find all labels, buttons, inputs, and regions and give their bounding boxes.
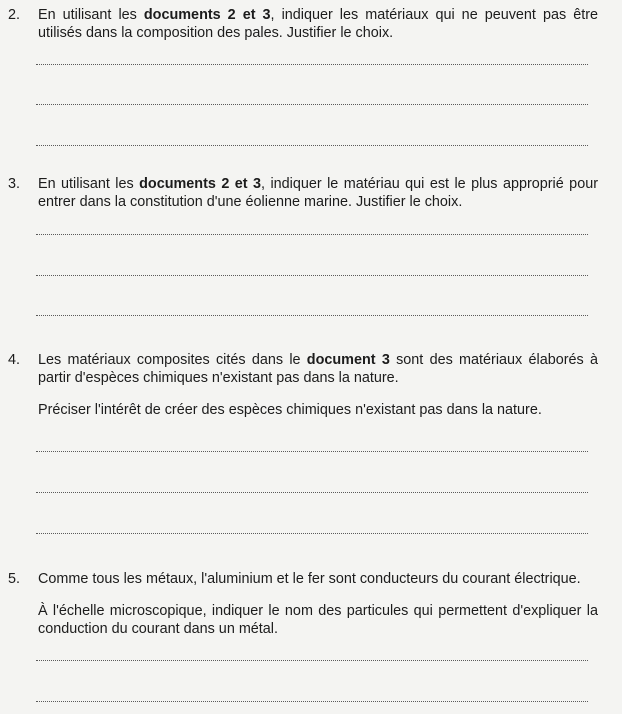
document-reference: documents 2 et 3 <box>143 7 271 23</box>
answer-line[interactable] <box>36 104 588 105</box>
answer-line[interactable] <box>36 64 588 65</box>
question-2 <box>8 6 598 42</box>
answer-line[interactable] <box>36 533 588 534</box>
answer-line[interactable] <box>36 145 588 146</box>
answer-line[interactable] <box>36 234 588 235</box>
question-4 <box>8 351 598 419</box>
document-reference: document 3 <box>306 352 390 368</box>
answer-line[interactable] <box>36 275 588 276</box>
answer-line[interactable] <box>36 451 588 452</box>
answer-line[interactable] <box>36 492 588 493</box>
answer-line[interactable] <box>36 701 588 702</box>
question-number: 3. <box>8 176 21 192</box>
question-5 <box>8 570 598 638</box>
question-number: 2. <box>8 7 21 23</box>
answer-line[interactable] <box>36 315 588 316</box>
question-number: 5. <box>8 571 21 587</box>
question-text: En utilisant les documents 2 et 3, indiquer le matériau qui est le plus approprié pour entrer dans la constitution d'une éolienne marine. Justifier le choix. <box>38 176 598 210</box>
question-instruction: À l'échelle microscopique, indiquer le nom des particules qui permettent d'expliquer la conduction du courant dans un métal. <box>38 603 598 637</box>
answer-line[interactable] <box>36 660 588 661</box>
question-text: Les matériaux composites cités dans le document 3 sont des matériaux élaborés à partir d'espèces chimiques n'existant pas dans la nature. <box>38 352 598 386</box>
question-3 <box>8 175 598 211</box>
question-text: Comme tous les métaux, l'aluminium et le fer sont conducteurs du courant électrique. <box>38 571 581 587</box>
question-text: En utilisant les documents 2 et 3, indiquer les matériaux qui ne peuvent pas être utilisés dans la composition des pales. Justifier le choix. <box>38 7 598 41</box>
document-reference: documents 2 et 3 <box>139 176 262 192</box>
question-number: 4. <box>8 352 21 368</box>
question-instruction: Préciser l'intérêt de créer des espèces chimiques n'existant pas dans la nature. <box>38 402 542 418</box>
